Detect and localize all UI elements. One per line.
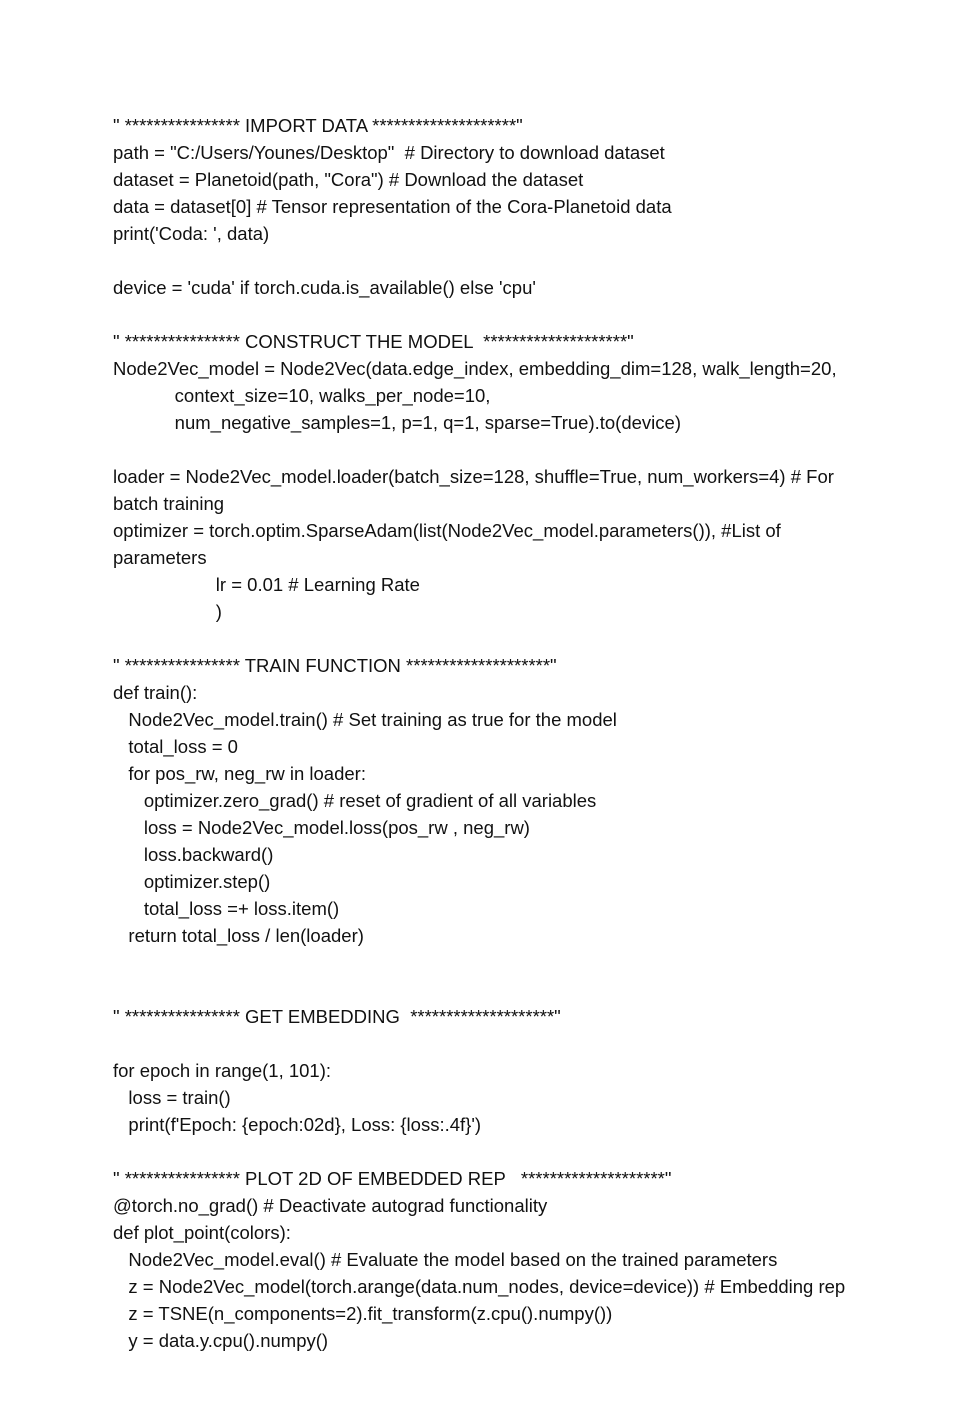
code-line: loss.backward() (113, 844, 274, 865)
code-line: loss = Node2Vec_model.loss(pos_rw , neg_rw) (113, 817, 530, 838)
code-line: for epoch in range(1, 101): (113, 1060, 332, 1081)
code-line: def train(): (113, 682, 198, 703)
code-line-section-heading: " **************** GET EMBEDDING ********************" (113, 1006, 561, 1027)
code-line: for pos_rw, neg_rw in loader: (113, 763, 366, 784)
code-line: def plot_point(colors): (113, 1222, 291, 1243)
blank-line (113, 1030, 943, 1057)
blank-line (113, 625, 943, 652)
code-line: Node2Vec_model = Node2Vec(data.edge_index, embedding_dim=128, walk_length=20, (113, 358, 837, 379)
code-line: data = dataset[0] # Tensor representation of the Cora-Planetoid data (113, 196, 672, 217)
code-line: optimizer.zero_grad() # reset of gradient of all variables (113, 790, 597, 811)
code-line: path = "C:/Users/Younes/Desktop" # Directory to download dataset (113, 142, 665, 163)
blank-line (113, 976, 943, 1003)
code-line: z = Node2Vec_model(torch.arange(data.num_nodes, device=device)) # Embedding rep (113, 1276, 846, 1297)
blank-line (113, 1138, 943, 1165)
code-line: total_loss = 0 (113, 736, 238, 757)
code-line: optimizer.step() (113, 871, 271, 892)
code-line: z = TSNE(n_components=2).fit_transform(z.cpu().numpy()) (113, 1303, 613, 1324)
code-line: print('Coda: ', data) (113, 223, 270, 244)
blank-line (113, 949, 943, 976)
code-listing (113, 112, 943, 1354)
code-line: device = 'cuda' if torch.cuda.is_available() else 'cpu' (113, 277, 536, 298)
code-line: total_loss =+ loss.item() (113, 898, 340, 919)
code-line: loss = train() (113, 1087, 231, 1108)
code-line-section-heading: " **************** CONSTRUCT THE MODEL ********************" (113, 331, 634, 352)
code-line: y = data.y.cpu().numpy() (113, 1330, 329, 1351)
code-line: @torch.no_grad() # Deactivate autograd functionality (113, 1195, 548, 1216)
code-line: lr = 0.01 # Learning Rate (113, 574, 420, 595)
code-line: ) (113, 601, 222, 622)
code-line: optimizer = torch.optim.SparseAdam(list(Node2Vec_model.parameters()), #List of (113, 520, 781, 541)
code-line: Node2Vec_model.eval() # Evaluate the model based on the trained parameters (113, 1249, 778, 1270)
blank-line (113, 301, 943, 328)
blank-line (113, 247, 943, 274)
code-line: loader = Node2Vec_model.loader(batch_size=128, shuffle=True, num_workers=4) # For (113, 466, 834, 487)
code-line: return total_loss / len(loader) (113, 925, 364, 946)
code-line: parameters (113, 547, 207, 568)
blank-line (113, 436, 943, 463)
code-line: Node2Vec_model.train() # Set training as true for the model (113, 709, 617, 730)
code-line: print(f'Epoch: {epoch:02d}, Loss: {loss:.4f}') (113, 1114, 482, 1135)
code-line-section-heading: " **************** PLOT 2D OF EMBEDDED REP ********************" (113, 1168, 672, 1189)
code-line: batch training (113, 493, 225, 514)
code-line-section-heading: " **************** IMPORT DATA ********************" (113, 115, 523, 136)
code-line-section-heading: " **************** TRAIN FUNCTION ********************" (113, 655, 557, 676)
code-line: context_size=10, walks_per_node=10, (113, 385, 491, 406)
code-line: dataset = Planetoid(path, "Cora") # Download the dataset (113, 169, 584, 190)
code-line: num_negative_samples=1, p=1, q=1, sparse=True).to(device) (113, 412, 681, 433)
